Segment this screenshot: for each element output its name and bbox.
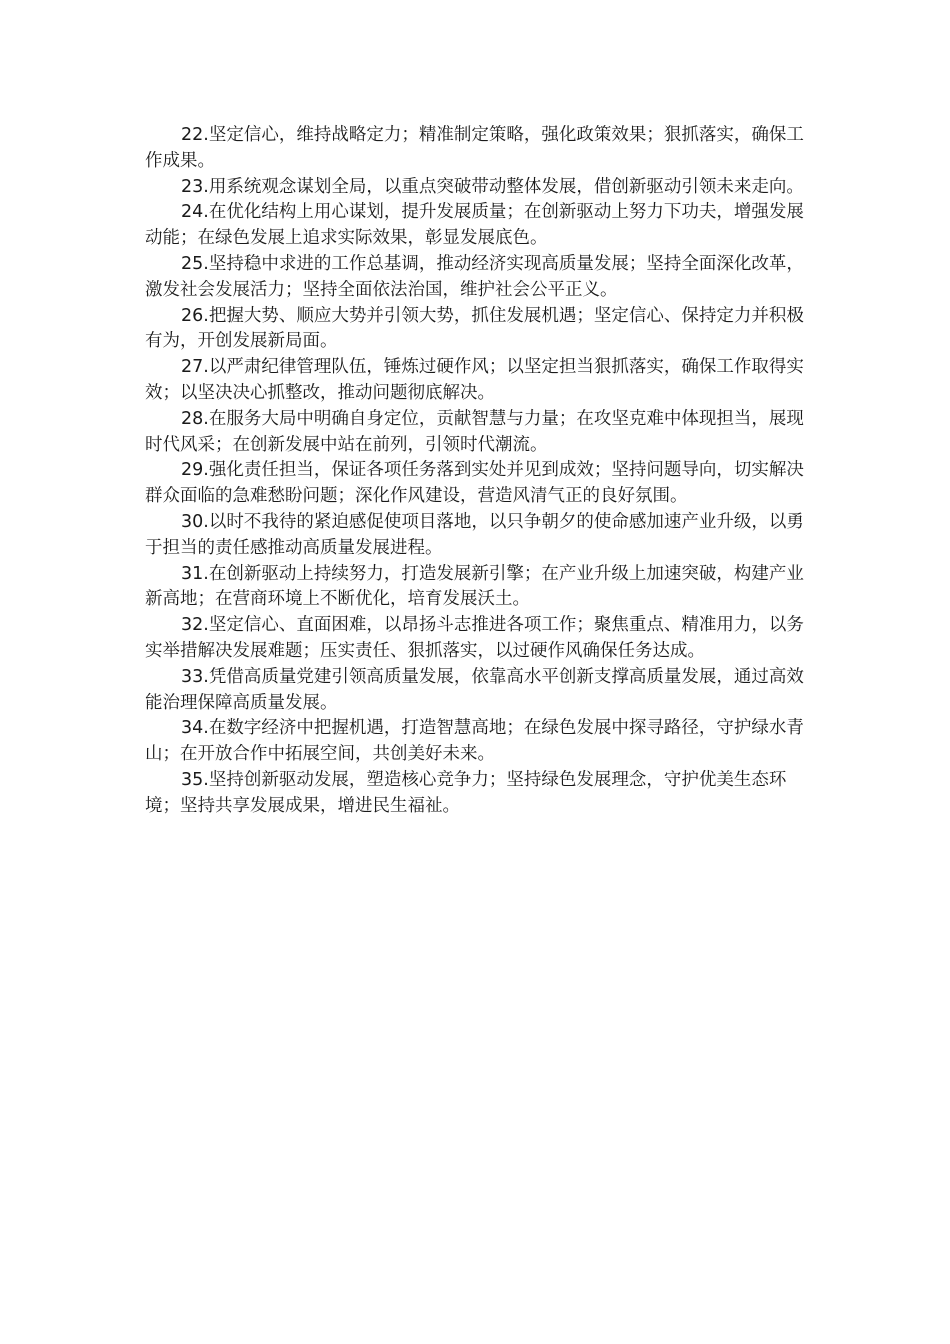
paragraph-34: 34.在数字经济中把握机遇，打造智慧高地；在绿色发展中探寻路径，守护绿水青山；在开放合作中拓展空间，共创美好未来。 [145, 718, 804, 765]
paragraph-31: 31.在创新驱动上持续努力，打造发展新引擎；在产业升级上加速突破，构建产业新高地；在营商环境上不断优化，培育发展沃土。 [145, 563, 804, 610]
paragraph-32: 32.坚定信心、直面困难，以昂扬斗志推进各项工作；聚焦重点、精准用力，以务实举措解决发展难题；压实责任、狠抓落实，以过硬作风确保任务达成。 [145, 615, 804, 661]
paragraph-27: 27.以严肃纪律管理队伍，锤炼过硬作风；以坚定担当狠抓落实，确保工作取得实效；以坚决决心抓整改，推动问题彻底解决。 [145, 357, 804, 403]
paragraph-28: 28.在服务大局中明确自身定位，贡献智慧与力量；在攻坚克难中体现担当，展现时代风采；在创新发展中站在前列，引领时代潮流。 [145, 408, 804, 455]
paragraph-22: 22.坚定信心，维持战略定力；精准制定策略，强化政策效果；狠抓落实，确保工作成果。 [145, 125, 804, 171]
paragraph-29: 29.强化责任担当，保证各项任务落到实处并见到成效；坚持问题导向，切实解决群众面临的急难愁盼问题；深化作风建设，营造风清气正的良好氛围。 [145, 460, 804, 507]
paragraph-30: 30.以时不我待的紧迫感促使项目落地，以只争朝夕的使命感加速产业升级，以勇于担当的责任感推动高质量发展进程。 [145, 511, 804, 558]
paragraph-23: 23.用系统观念谋划全局，以重点突破带动整体发展，借创新驱动引领未来走向。 [181, 176, 804, 197]
paragraph-25: 25.坚持稳中求进的工作总基调，推动经济实现高质量发展；坚持全面深化改革，激发社会发展活力；坚持全面依法治国，维护社会公平正义。 [145, 253, 804, 300]
paragraph-35: 35.坚持创新驱动发展，塑造核心竞争力；坚持绿色发展理念，守护优美生态环境；坚持共享发展成果，增进民生福祉。 [145, 769, 787, 816]
paragraph-24: 24.在优化结构上用心谋划，提升发展质量；在创新驱动上努力下功夫，增强发展动能；在绿色发展上追求实际效果，彰显发展底色。 [145, 202, 804, 249]
paragraph-26: 26.把握大势、顺应大势并引领大势，抓住发展机遇；坚定信心、保持定力并积极有为，开创发展新局面。 [145, 305, 804, 352]
paragraph-33: 33.凭借高质量党建引领高质量发展，依靠高水平创新支撑高质量发展，通过高效能治理保障高质量发展。 [145, 666, 804, 713]
document-body [145, 123, 820, 820]
